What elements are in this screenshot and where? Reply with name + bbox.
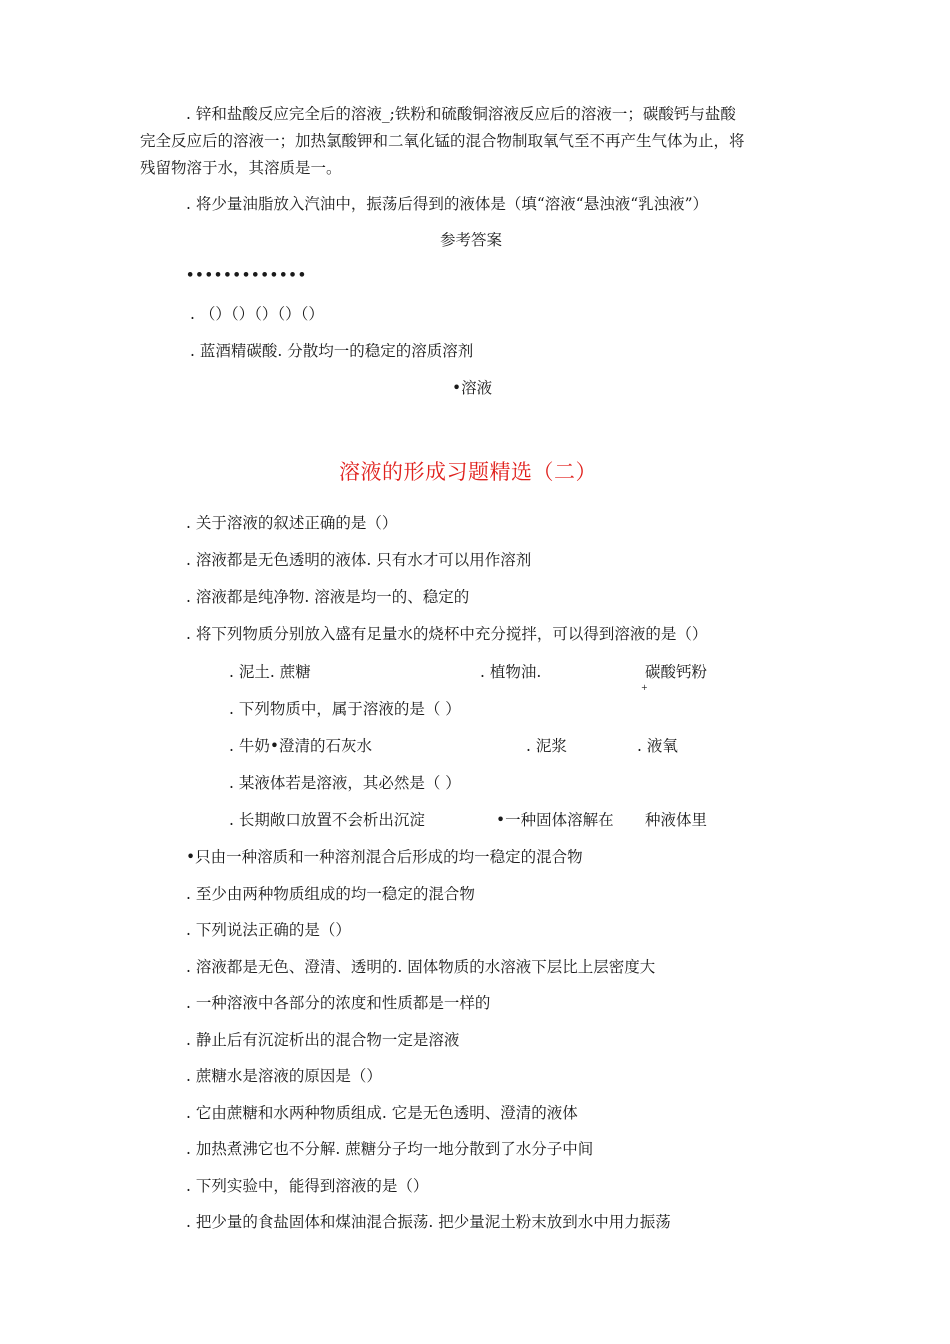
text-line: 完全反应后的溶液一；加热氯酸钾和二氧化锰的混合物制取氧气至不再产生气体为止，将 [140,132,745,150]
text-line: . 下列物质中，属于溶液的是（ ） [229,700,461,718]
text-line: . 锌和盐酸反应完全后的溶液_;铁粉和硫酸铜溶液反应后的溶液一；碳酸钙与盐酸 [186,105,736,123]
option-text: . 牛奶•澄清的石灰水 [229,737,372,755]
answer-heading: 参考答案 [440,231,503,249]
section-title: 溶液的形成习题精选（二） [339,460,597,484]
text-line: . 溶液都是无色透明的液体. 只有水才可以用作溶剂 [186,551,532,569]
text-line: . （）（）（）（）（） [190,305,324,323]
text-line: •溶液 [452,379,493,397]
text-line: . 下列实验中，能得到溶液的是（） [186,1177,429,1195]
text-line: 残留物溶于水，其溶质是一。 [140,159,342,177]
text-line: . 溶液都是纯净物. 溶液是均一的、稳定的 [186,588,470,606]
text-line: . 关于溶液的叙述正确的是（） [186,514,398,532]
text-line: . 将少量油脂放入汽油中，振荡后得到的液体是（填“溶液“悬浊液“乳浊液”） [186,195,709,213]
text-line: . 溶液都是无色、澄清、透明的. 固体物质的水溶液下层比上层密度大 [186,958,656,976]
option-mark: + [641,683,648,692]
option-text: . 泥浆 [526,737,567,755]
option-text: 碳酸钙粉 [645,663,708,681]
option-text: . 液氧 [637,737,678,755]
option-text: . 泥土. 蔗糖 [229,663,311,681]
option-text: . 长期敞口放置不会析出沉淀 [229,811,425,829]
option-text: 种液体里 [645,811,708,829]
text-line: . 静止后有沉淀析出的混合物一定是溶液 [186,1031,460,1049]
text-line: . 把少量的食盐固体和煤油混合振荡. 把少量泥土粉末放到水中用力振荡 [186,1213,671,1231]
text-line: . 某液体若是溶液，其必然是（ ） [229,774,461,792]
text-line: . 它由蔗糖和水两种物质组成. 它是无色透明、澄清的液体 [186,1104,578,1122]
text-line: . 将下列物质分别放入盛有足量水的烧杯中充分搅拌，可以得到溶液的是（） [186,625,708,643]
option-text: . 植物油. [480,663,542,681]
text-line: . 至少由两种物质组成的均一稳定的混合物 [186,885,475,903]
option-text: •一种固体溶解在 [496,811,614,829]
text-line: . 蔗糖水是溶液的原因是（） [186,1067,382,1085]
text-line: . 加热煮沸它也不分解. 蔗糖分子均一地分散到了水分子中间 [186,1140,594,1158]
answer-dots: ••••••••••••• [186,268,308,283]
text-line: . 下列说法正确的是（） [186,921,351,939]
text-line: •只由一种溶质和一种溶剂混合后形成的均一稳定的混合物 [186,848,583,866]
text-line: . 蓝酒精碳酸. 分散均一的稳定的溶质溶剂 [190,342,474,360]
text-line: . 一种溶液中各部分的浓度和性质都是一样的 [186,994,491,1012]
